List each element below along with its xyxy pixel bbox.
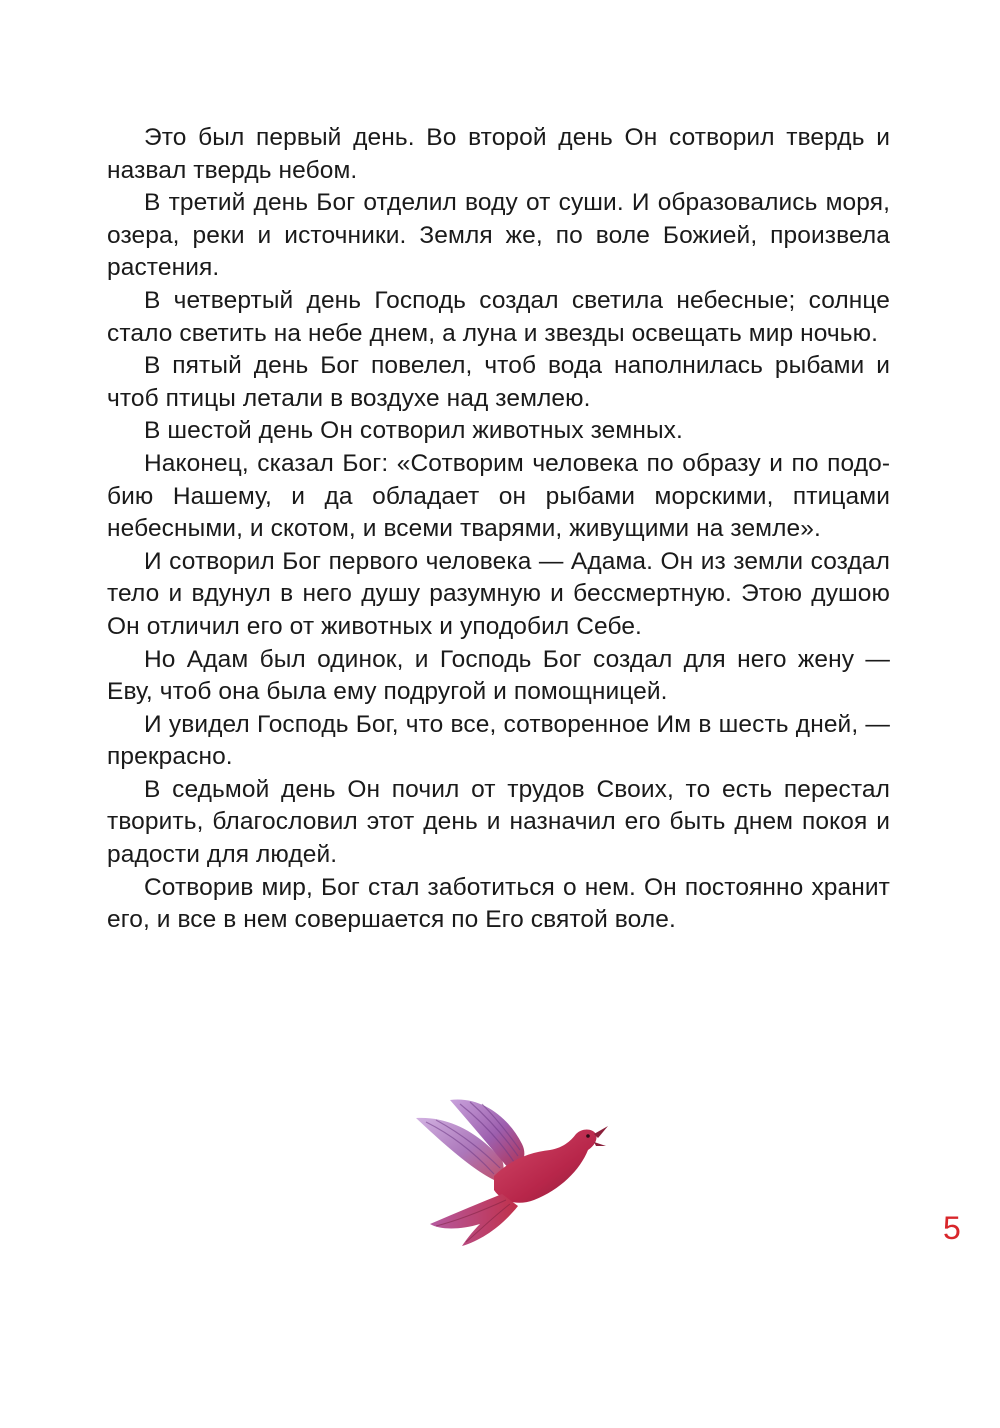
paragraph-creation-of-man: Наконец, сказал Бог: «Сотворим человека по образу и по подобию Нашему, и да обладает он рыбами морскими, птицами небесными, и скотом, и всеми тварями, живущими на земле».	[107, 449, 890, 543]
paragraph-first-day: Это был первый день. Во второй день Он сотворил твердь и назвал твердь небом.	[107, 124, 890, 184]
paragraph-adam: И сотворил Бог первого человека — Адама. Он из земли создал тело и вдунул в него душу разумную и бессмертную. Этою душою Он отличил его от животных и уподобил Себе.	[107, 547, 890, 640]
paragraph-seventh-day: В седьмой день Он почил от трудов Своих, то есть перестал творить, благословил этот день и назначил его быть днем покоя и радости для людей.	[107, 775, 890, 869]
dove-icon	[410, 1090, 610, 1250]
body-text	[107, 122, 890, 937]
paragraph-sixth-day: В шестой день Он сотворил животных земных.	[144, 417, 683, 445]
dove-tail	[430, 1194, 518, 1246]
dove-beak-bottom	[594, 1142, 606, 1146]
paragraph-fourth-day: В четвертый день Господь создал светила небесные; солнце стало светить на небе днем, а луна и звезды освещать мир ночью.	[107, 286, 890, 347]
paragraph-fifth-day: В пятый день Бог повелел, чтоб вода наполнилась рыбами и чтоб птицы летали в воздухе над землею.	[107, 352, 890, 412]
paragraph-eve: Но Адам был одинок, и Господь Бог создал для него жену — Еву, чтоб она была ему подругой и помощницей.	[107, 645, 890, 706]
dove-illustration	[410, 1090, 610, 1250]
paragraph-third-day: В третий день Бог отделил воду от суши. И образовались моря, озера, реки и источники. Земля же, по воле Божией, произвела растения.	[107, 189, 890, 282]
paragraph-providence: Сотворив мир, Бог стал заботиться о нем. Он постоянно хранит его, и все в нем совершается по Его святой воле.	[107, 873, 890, 934]
paragraph-good: И увидел Господь Бог, что все, сотворенное Им в шесть дней, — прекрасно.	[107, 710, 890, 771]
dove-eye	[586, 1134, 590, 1138]
page-number: 5	[943, 1210, 961, 1246]
